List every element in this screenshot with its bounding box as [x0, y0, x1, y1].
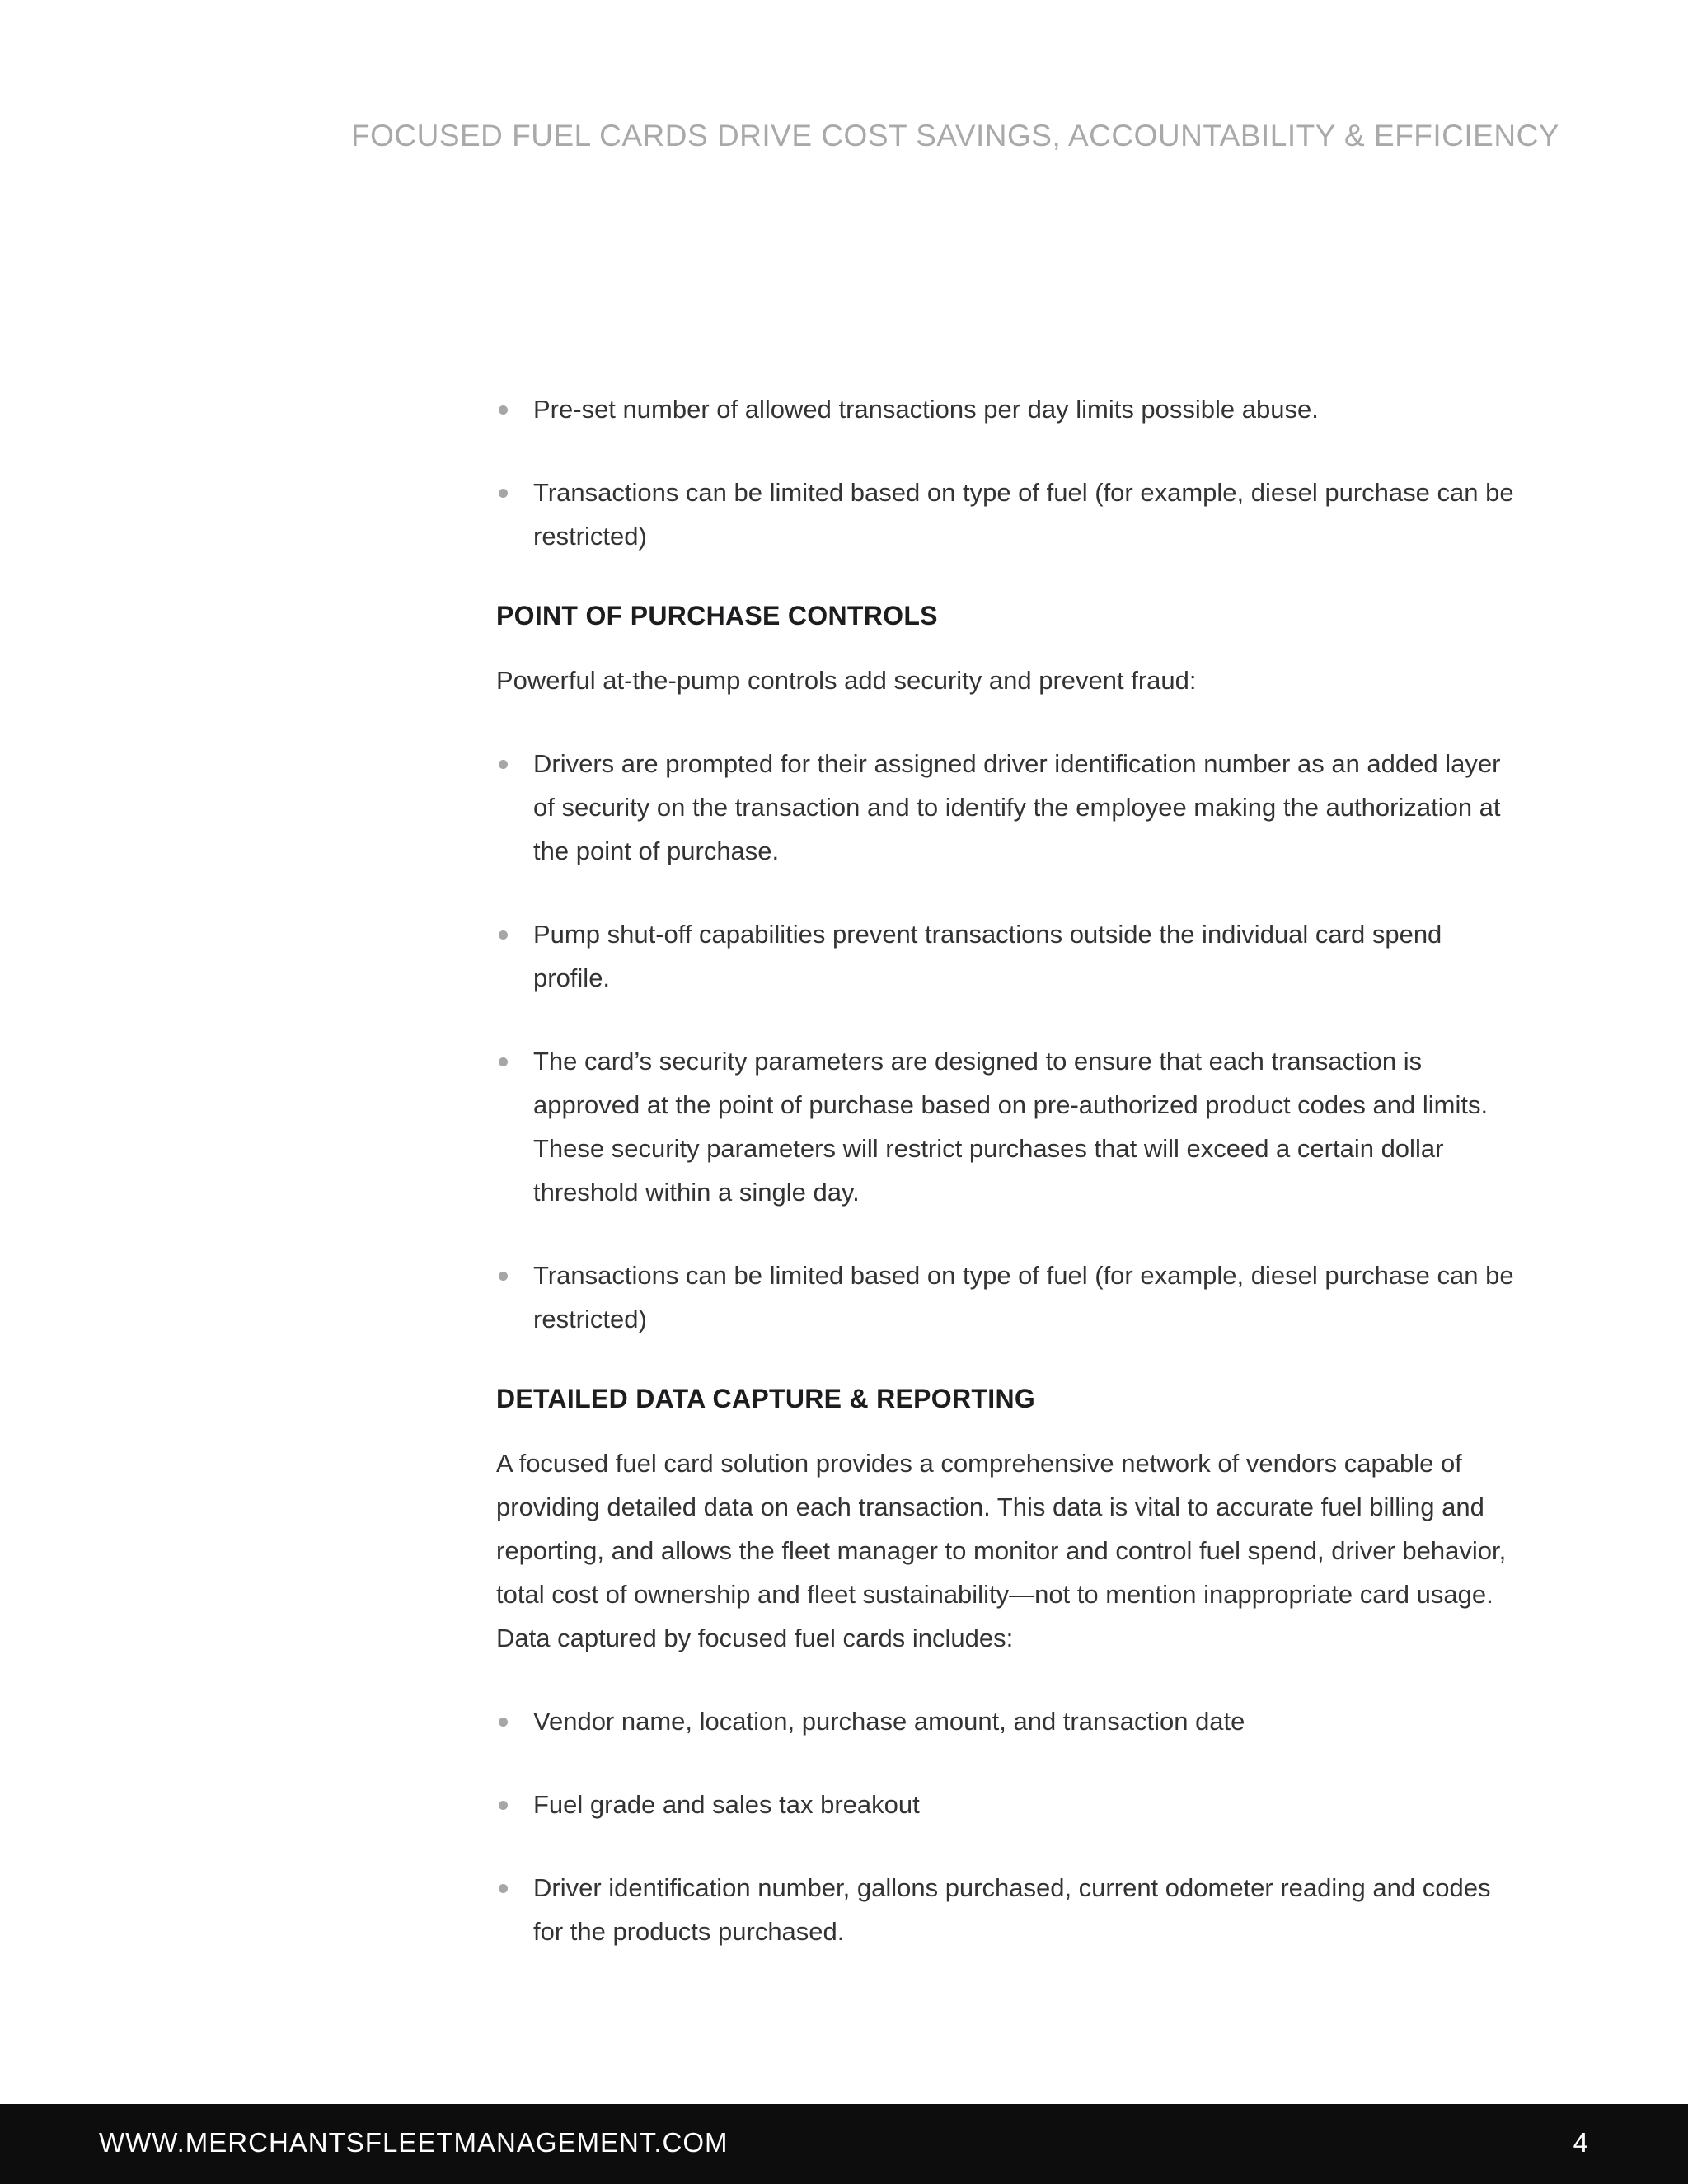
main-content — [496, 387, 1518, 1993]
page-number: 4 — [1573, 2127, 1588, 2158]
bullet-dot-icon — [499, 1718, 508, 1727]
intro-bullet-list — [496, 387, 1518, 558]
section-heading-data-capture: DETAILED DATA CAPTURE & REPORTING — [496, 1384, 1036, 1413]
bullet-dot-icon — [499, 489, 508, 498]
bullet-dot-icon — [499, 930, 508, 940]
list-item-text: Pump shut-off capabilities prevent transactions outside the individual card spend profile. — [533, 920, 1442, 992]
list-item-text: Drivers are prompted for their assigned driver identification number as an added layer of security on the transaction and to identify the employee making the authorization at the point of purchase. — [533, 749, 1501, 865]
list-item-text: Vendor name, location, purchase amount, and transaction date — [533, 1707, 1245, 1736]
list-item-text: Transactions can be limited based on type of fuel (for example, diesel purchase can be restricted) — [533, 478, 1514, 551]
point-of-purchase-bullet-list — [496, 742, 1518, 1341]
list-item — [496, 1783, 1518, 1826]
list-item — [496, 742, 1518, 873]
section-heading-point-of-purchase: POINT OF PURCHASE CONTROLS — [496, 601, 938, 630]
list-item-text: Driver identification number, gallons purchased, current odometer reading and codes for the products purchased. — [533, 1873, 1491, 1946]
bullet-dot-icon — [499, 405, 508, 415]
list-item-text: Pre-set number of allowed transactions per day limits possible abuse. — [533, 395, 1319, 424]
footer-website-link[interactable]: WWW.MERCHANTSFLEETMANAGEMENT.COM — [99, 2127, 729, 2158]
bullet-dot-icon — [499, 1801, 508, 1810]
page-header-title: FOCUSED FUEL CARDS DRIVE COST SAVINGS, ACCOUNTABILITY & EFFICIENCY — [351, 119, 1559, 152]
bullet-dot-icon — [499, 1272, 508, 1281]
list-item-text: Transactions can be limited based on type of fuel (for example, diesel purchase can be restricted) — [533, 1261, 1514, 1333]
list-item — [496, 912, 1518, 1000]
list-item-text: The card’s security parameters are designed to ensure that each transaction is approved at the point of purchase based on pre-authorized product codes and limits. These security parameters will restrict purchases that will exceed a certain dollar threshold within a single day. — [533, 1047, 1489, 1207]
list-item-text: Fuel grade and sales tax breakout — [533, 1790, 920, 1819]
list-item — [496, 1254, 1518, 1341]
bullet-dot-icon — [499, 1057, 508, 1066]
page-footer — [0, 2104, 1688, 2184]
section-intro-data-capture: A focused fuel card solution provides a comprehensive network of vendors capable of providing detailed data on each transaction. This data is vital to accurate fuel billing and reporting, and allows the fleet manager to monitor and control fuel spend, driver behavior, total cost of ownership and fleet sustainability—not to mention inappropriate card usage. Data captured by focused fuel cards includes: — [496, 1449, 1507, 1652]
list-item — [496, 1039, 1518, 1214]
bullet-dot-icon — [499, 760, 508, 769]
list-item — [496, 1866, 1518, 1953]
data-capture-bullet-list — [496, 1699, 1518, 1953]
list-item — [496, 387, 1518, 431]
list-item — [496, 1699, 1518, 1743]
list-item — [496, 471, 1518, 558]
bullet-dot-icon — [499, 1884, 508, 1893]
section-intro-point-of-purchase: Powerful at-the-pump controls add security and prevent fraud: — [496, 666, 1197, 695]
